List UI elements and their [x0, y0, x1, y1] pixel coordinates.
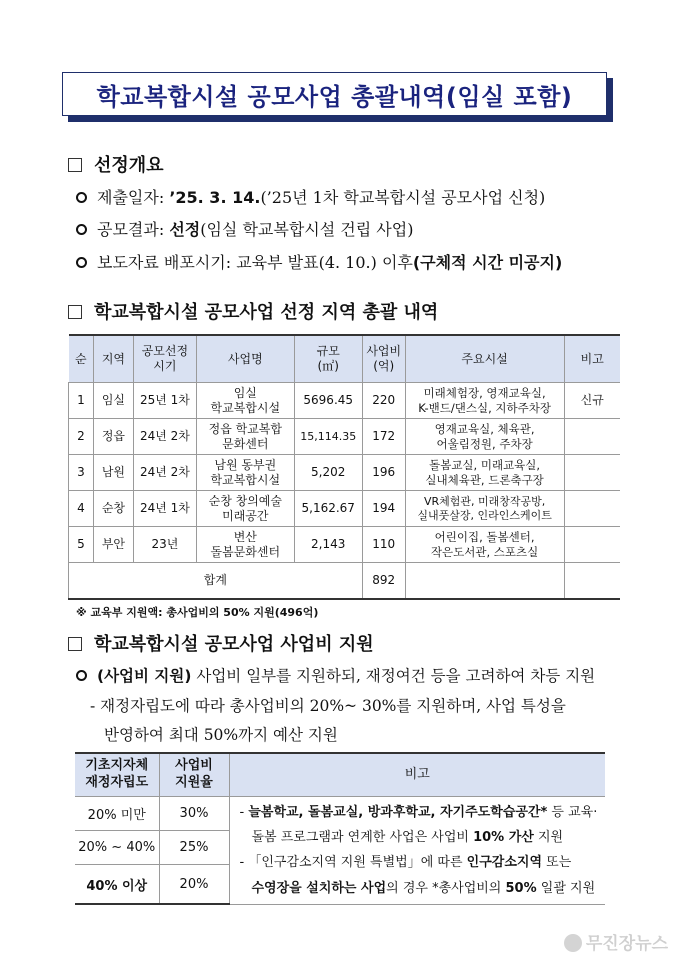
cell-cost: 194 [362, 491, 405, 527]
project-line: 문화센터 [222, 436, 269, 451]
facility-line: 영재교육실, 체육관, [434, 422, 535, 437]
remark-text: 일괄 지원 [536, 880, 596, 896]
facility-line: 어울림정원, 주차장 [436, 436, 533, 451]
circle-bullet-icon [76, 224, 87, 235]
total-value: 892 [362, 563, 405, 600]
cell-cost: 110 [362, 527, 405, 563]
cell-facilities [405, 383, 564, 419]
section-heading-overview [68, 151, 164, 177]
title-banner [62, 72, 613, 120]
watermark-logo-icon [564, 934, 582, 952]
cell-no: 2 [69, 419, 94, 455]
cell-remark [564, 419, 620, 455]
title-box [62, 72, 607, 116]
bullet-bold-text: (구체적 시간 미공지) [412, 253, 563, 272]
page-title: 학교복합시설 공모사업 총괄내역(임실 포함) [96, 82, 573, 111]
cell-region: 부안 [93, 527, 133, 563]
table-row [75, 797, 605, 831]
facility-line: K-밴드/댄스실, 지하주차장 [418, 400, 551, 415]
header-facilities: 주요시설 [405, 335, 564, 383]
bullet-submission-date [76, 185, 545, 208]
section-heading-text: 선정개요 [94, 155, 164, 176]
total-empty [405, 563, 564, 600]
cell-project [196, 491, 294, 527]
section-heading-funding [68, 630, 374, 656]
bullet-bold-text: (사업비 지원) [97, 667, 192, 685]
header-scale [294, 335, 362, 383]
circle-bullet-icon [76, 670, 87, 681]
bullet-text: 사업비 일부를 지원하되, 재정여건 등을 고려하여 차등 지원 [191, 667, 596, 685]
cell-region: 남원 [93, 455, 133, 491]
cell-remark [564, 455, 620, 491]
header-timing-text: 공모선정 시기 [141, 344, 189, 373]
bullet-result [76, 217, 413, 240]
cell-cost: 172 [362, 419, 405, 455]
remark-text: 또는 [542, 855, 572, 871]
cell-project [196, 383, 294, 419]
cell-timing: 23년 [133, 527, 196, 563]
cell-no: 3 [69, 455, 94, 491]
remark-text: 지원 [533, 829, 564, 845]
project-line: 돌봄문화센터 [210, 544, 281, 559]
table-row [69, 383, 621, 419]
facility-line: 실내체육관, 드론축구장 [425, 472, 544, 487]
cell-scale: 5,162.67 [294, 491, 362, 527]
project-line: 순창 창의예술 [208, 493, 282, 508]
cell-support-rate: 30% [159, 797, 229, 831]
cell-support-rate: 20% [159, 865, 229, 905]
checkbox-square-icon [68, 305, 82, 319]
cell-facilities [405, 491, 564, 527]
header-fiscal-level [75, 753, 159, 797]
total-empty [564, 563, 620, 600]
cell-no: 4 [69, 491, 94, 527]
facility-line: 미래체험장, 영재교육실, [423, 386, 546, 401]
remark-line-4 [240, 876, 606, 901]
table-row [69, 455, 621, 491]
cell-timing: 24년 2차 [133, 455, 196, 491]
cell-cost: 220 [362, 383, 405, 419]
header-no: 순 [69, 335, 94, 383]
header-text: 기초지자체 [85, 758, 149, 774]
dash-line-1: - 재정자립도에 따라 총사업비의 20%~ 30%를 지원하며, 사업 특성을 [90, 697, 566, 715]
cell-timing: 24년 2차 [133, 419, 196, 455]
bullet-text: (’25년 1차 학교복합시설 공모사업 신청) [260, 188, 546, 207]
project-line: 변산 [233, 529, 257, 544]
remark-line-2 [240, 825, 606, 850]
project-line: 미래공간 [222, 508, 269, 523]
cell-project [196, 419, 294, 455]
header-project: 사업명 [196, 335, 294, 383]
project-line: 정읍 학교복합 [208, 421, 282, 436]
project-line: 학교복합시설 [210, 400, 281, 415]
cell-remark [564, 491, 620, 527]
cell-region: 정읍 [93, 419, 133, 455]
remark-line-3: - 「인구감소지역 지원 특별법」에 따른 인구감소지역 또는 [239, 855, 572, 871]
remark-text: 등 교육· [547, 804, 598, 820]
table-header-row [69, 335, 621, 383]
section-heading-text: 학교복합시설 공모사업 사업비 지원 [94, 634, 374, 655]
header-text: 사업비 [175, 758, 213, 774]
bullet-press-release [76, 250, 562, 273]
circle-bullet-icon [76, 192, 87, 203]
header-remark: 비고 [229, 753, 605, 797]
cell-project [196, 455, 294, 491]
cell-region: 임실 [93, 383, 133, 419]
table-row [69, 419, 621, 455]
remark-bold: 10% 가산 [473, 829, 534, 845]
cell-facilities [405, 419, 564, 455]
facility-line: 작은도서관, 스포츠실 [430, 544, 539, 559]
remark-line-1: - 늘봄학교, 돌봄교실, 방과후학교, 자기주도학습공간* 등 교육· [239, 804, 598, 820]
funding-rate-table [75, 752, 605, 905]
checkbox-square-icon [68, 637, 82, 651]
remark-bold: 늘봄학교, 돌봄교실, 방과후학교, 자기주도학습공간* [248, 804, 548, 820]
cell-scale: 15,114.35 [294, 419, 362, 455]
header-cost-text: 사업비 [366, 344, 402, 358]
cell-scale: 2,143 [294, 527, 362, 563]
header-text: 지원율 [175, 775, 213, 790]
cell-scale: 5696.45 [294, 383, 362, 419]
cell-no: 5 [69, 527, 94, 563]
cell-region: 순창 [93, 491, 133, 527]
cell-fiscal-level: 40% 이상 [75, 865, 159, 905]
cell-timing: 25년 1차 [133, 383, 196, 419]
table-row [69, 527, 621, 563]
section-heading-regions [68, 298, 438, 324]
cell-facilities [405, 527, 564, 563]
cell-fiscal-level: 20% 미만 [75, 797, 159, 831]
facility-line: 실내풋살장, 인라인스케이트 [417, 508, 552, 522]
header-region: 지역 [93, 335, 133, 383]
section-heading-text: 학교복합시설 공모사업 선정 지역 총괄 내역 [94, 302, 439, 323]
table-row [69, 491, 621, 527]
header-remark: 비고 [564, 335, 620, 383]
header-cost [362, 335, 405, 383]
header-text: 재정자립도 [85, 775, 149, 790]
bullet-label: 제출일자: [97, 188, 170, 207]
facility-line: 돌봄교실, 미래교육실, [429, 458, 541, 473]
cell-facilities [405, 455, 564, 491]
circle-bullet-icon [76, 257, 87, 268]
watermark-text: 무진장뉴스 [585, 934, 668, 954]
remark-text: 돌봄 프로그램과 연계한 사업은 사업비 [251, 829, 474, 845]
submission-date: ’25. 3. 14. [169, 188, 261, 207]
cell-project [196, 527, 294, 563]
header-support-rate [159, 753, 229, 797]
header-timing [133, 335, 196, 383]
cell-support-rate: 25% [159, 831, 229, 865]
facility-line: 어린이집, 돌봄센터, [434, 530, 535, 545]
header-scale-text: 규모 [316, 344, 340, 358]
bullet-funding [76, 664, 595, 686]
facility-line: VR체험관, 미래창작공방, [423, 494, 546, 508]
regions-table [68, 334, 620, 600]
cell-scale: 5,202 [294, 455, 362, 491]
header-scale-unit: (㎡) [317, 359, 339, 373]
remark-bold: 수영장을 설치하는 사업 [251, 880, 387, 896]
cell-no: 1 [69, 383, 94, 419]
bullet-text: 보도자료 배포시기: 교육부 발표(4. 10.) 이후 [97, 253, 413, 272]
funding-note: ※ 교육부 지원액: 총사업비의 50% 지원(496억) [76, 606, 319, 619]
cell-remark [564, 527, 620, 563]
bullet-text: (임실 학교복합시설 건립 사업) [200, 220, 414, 239]
project-line: 임실 [233, 385, 257, 400]
table-header-row [75, 753, 605, 797]
remark-text: 「인구감소지역 지원 특별법」에 따른 [248, 855, 467, 871]
cell-remark [229, 797, 605, 905]
header-cost-unit: (억) [373, 359, 395, 373]
watermark [564, 929, 668, 954]
project-line: 남원 동부권 [214, 457, 277, 472]
total-label: 합계 [69, 563, 363, 600]
total-row [69, 563, 621, 600]
cell-fiscal-level: 20% ~ 40% [75, 831, 159, 865]
remark-text: 의 경우 *총사업비의 [386, 880, 506, 896]
dash-line-2: 반영하여 최대 50%까지 예산 지원 [104, 726, 338, 744]
cell-timing: 24년 1차 [133, 491, 196, 527]
cell-remark: 신규 [564, 383, 620, 419]
result-value: 선정 [169, 220, 201, 239]
project-line: 학교복합시설 [210, 472, 281, 487]
bullet-label: 공모결과: [97, 220, 170, 239]
remark-bold: 인구감소지역 [466, 855, 543, 871]
cell-cost: 196 [362, 455, 405, 491]
remark-bold: 50% [505, 880, 537, 896]
checkbox-square-icon [68, 158, 82, 172]
